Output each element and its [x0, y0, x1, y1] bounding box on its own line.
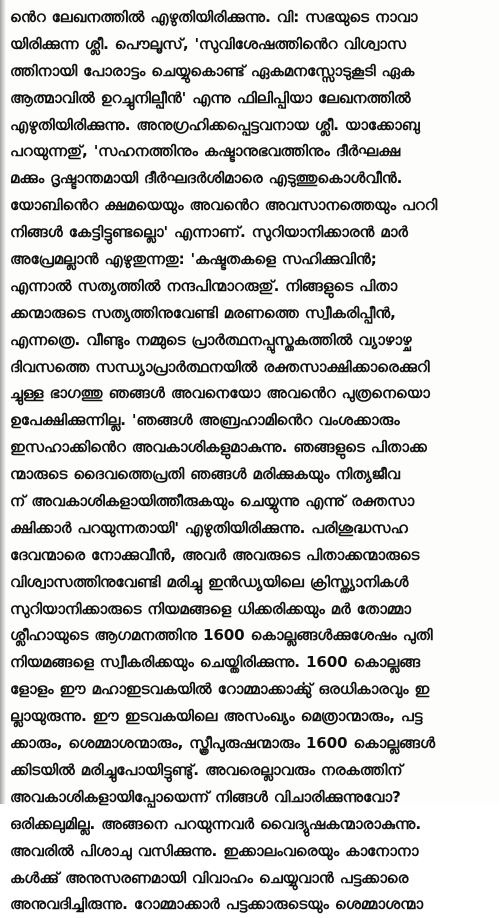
text-line: അപ്രേമല്ലാൻ എഴുതുന്നതു: 'കഷ്ടതകളെ സഹിക്കുവിൻ;: [10, 250, 377, 269]
text-line: ശ്ലീഹായുടെ ആഗമനത്തിനു 1600 കൊല്ലങ്ങൾക്കുശേഷം പുതി: [10, 626, 433, 645]
text-line: ക്കന്മാരുടെ സത്യത്തിനുവേണ്ടി മരണത്തെ സ്വീകരിപ്പീൻ,: [10, 303, 396, 322]
text-line: അനുവദിച്ചിരുന്നു. റോമ്മാക്കാർ പട്ടക്കാരുടെയും ശെമ്മാശന്മാ: [10, 895, 424, 914]
text-line: ൻെറ ലേഖനത്തിൽ എഴുതിയിരിക്കുന്നു. വി: സഭയുടെ നാവാ: [10, 8, 418, 26]
text-line: ന് അവകാശികളായിത്തീരുകയും ചെയ്യുന്നു എന്നു് രക്തസാ: [10, 492, 415, 511]
page-edge-shadow: [0, 0, 6, 804]
text-line: യോബിൻെറ ക്ഷമയെയും അവൻെറ അവസാനത്തെയും പററി: [10, 196, 438, 215]
text-line: ഉപേക്ഷിക്കുന്നില്ല. 'ഞങ്ങൾ അബ്രഹാമിൻെറ വംശക്കാരും: [10, 411, 400, 430]
text-line: പറയുന്നതു്, 'സഹനത്തിനും കഷ്ടാനുഭവത്തിനും ദീർഘക്ഷ: [10, 142, 401, 161]
text-line: ന്മാരുടെ ദൈവത്തെപ്രതി ഞങ്ങൾ മരിക്കുകയും നിത്യജീവ: [10, 465, 400, 484]
text-line: ഇസഹാക്കിൻെറ അവകാശികളുമാകുന്നു. ഞങ്ങളുടെ പിതാക്ക: [10, 438, 427, 457]
text-line: ദിവസത്തെ സന്ധ്യാപ്രാർത്ഥനയിൽ രക്തസാക്ഷിക്കാരെക്കുറി: [10, 357, 430, 376]
text-line: ളോളം ഈ മഹാഇടവകയിൽ റോമ്മാക്കാൎക്കു് ഒരധികാരവും ഇ: [10, 680, 430, 699]
text-line: കൾക്കു് അനുസരണമായി വിവാഹം ചെയ്യുവാൻ പട്ടക്കാരെ: [10, 868, 409, 887]
text-line: ച്ചുള്ള ഭാഗത്തു ഞങ്ങൾ അവനെയോ അവൻെറ പുത്രനെയൊ: [10, 384, 430, 403]
text-line: ക്കാരും, ശെമ്മാശന്മാരും, സ്ത്രീപുരുഷന്മാരും 1600 കൊല്ലങ്ങൾ: [10, 734, 436, 753]
text-line: എന്നാൽ സത്യത്തിൽ നന്ദപിന്മാറരുതു്. നിങ്ങളുടെ പിതാ: [10, 276, 398, 295]
text-line: ത്തിനായി പോരാട്ടം ചെയ്യുകൊണ്ട് ഏകമനസ്സോടുകൂടി ഏക: [10, 61, 415, 80]
text-line: വിശ്വാസത്തിനുവേണ്ടി മരിച്ചു ഇൻഡ്യയിലെ ക്രിസ്ത്യാനികൾ: [10, 572, 409, 591]
text-line: നിയമങ്ങളെ സ്വീകരിക്കയും ചെയ്തിരിക്കുന്നു. 1600 കൊല്ലങ്ങ: [10, 653, 421, 672]
text-line: ഒരിക്കലുമില്ല. അങ്ങനെ പറയുന്നവർ വൈദ്യുഷകന്മാരാകുന്നു.: [10, 814, 421, 833]
text-line: ദേവന്മാരെ നോക്കുവീൻ, അവർ അവരുടെ പിതാക്കന്മാരുടെ: [10, 545, 420, 564]
text-line: നിങ്ങൾ കേട്ടിട്ടുണ്ടല്ലൊ' എന്നാണ്. സുറിയാനിക്കാരൻ മാർ: [10, 223, 408, 242]
text-line: യിരിക്കുന്ന ശ്ലീ. പൌലൂസ്, 'സുവിശേഷത്തിൻെറ വിശ്വാസ: [10, 34, 407, 53]
text-line: എന്നത്രെ. വീണ്ടും നമ്മുടെ പ്രാർത്ഥനപ്പുസ്തകത്തിൽ വ്യാഴാഴ്ച: [10, 330, 412, 349]
text-line: മക്കും ദൃഷ്ടാന്തമായി ദീർഘദർശിമാരെ എടുത്തുകൊൾവീൻ.: [10, 169, 403, 188]
text-line: ല്ലായുരുന്നു. ഈ ഇടവകയിലെ അസംഖ്യം മെത്രാന്മാരും, പട്ട: [10, 707, 423, 726]
text-line: അവകാശികളായിപ്പോയെന്ന് നിങ്ങൾ വിചാരിക്കുന്നുവോ?: [10, 787, 401, 806]
text-line: ക്കിടയിൽ മരിച്ചുപോയിട്ടുണ്ടു്. അവരെല്ലാവരും നരകത്തിന്: [10, 760, 403, 779]
text-line: എഴുതിയിരിക്കുന്നു. അനുഗ്രഹിക്കപ്പെട്ടവനായ ശ്ലീ. യാക്കോബു: [10, 115, 420, 134]
text-line: ആത്മാവിൽ ഉറച്ചുനില്പീൻ' എന്നു ഫിലിപ്പിയാ ലേഖനത്തിൽ: [10, 88, 411, 107]
body-text: [10, 4, 492, 918]
text-line: അവരിൽ പിശാചു വസിക്കുന്നു. ഇക്കാലംവരെയും കാനോനാ: [10, 841, 419, 860]
text-line: സുറിയാനിക്കാരുടെ നിയമങ്ങളെ ധിക്കരിക്കയും മർ തോമ്മാ: [10, 599, 411, 618]
text-line: ക്ഷിക്കാർ പറയുന്നതായി' എഴുതിയിരിക്കുന്നു. പരിശുദ്ധസഹ: [10, 518, 408, 537]
